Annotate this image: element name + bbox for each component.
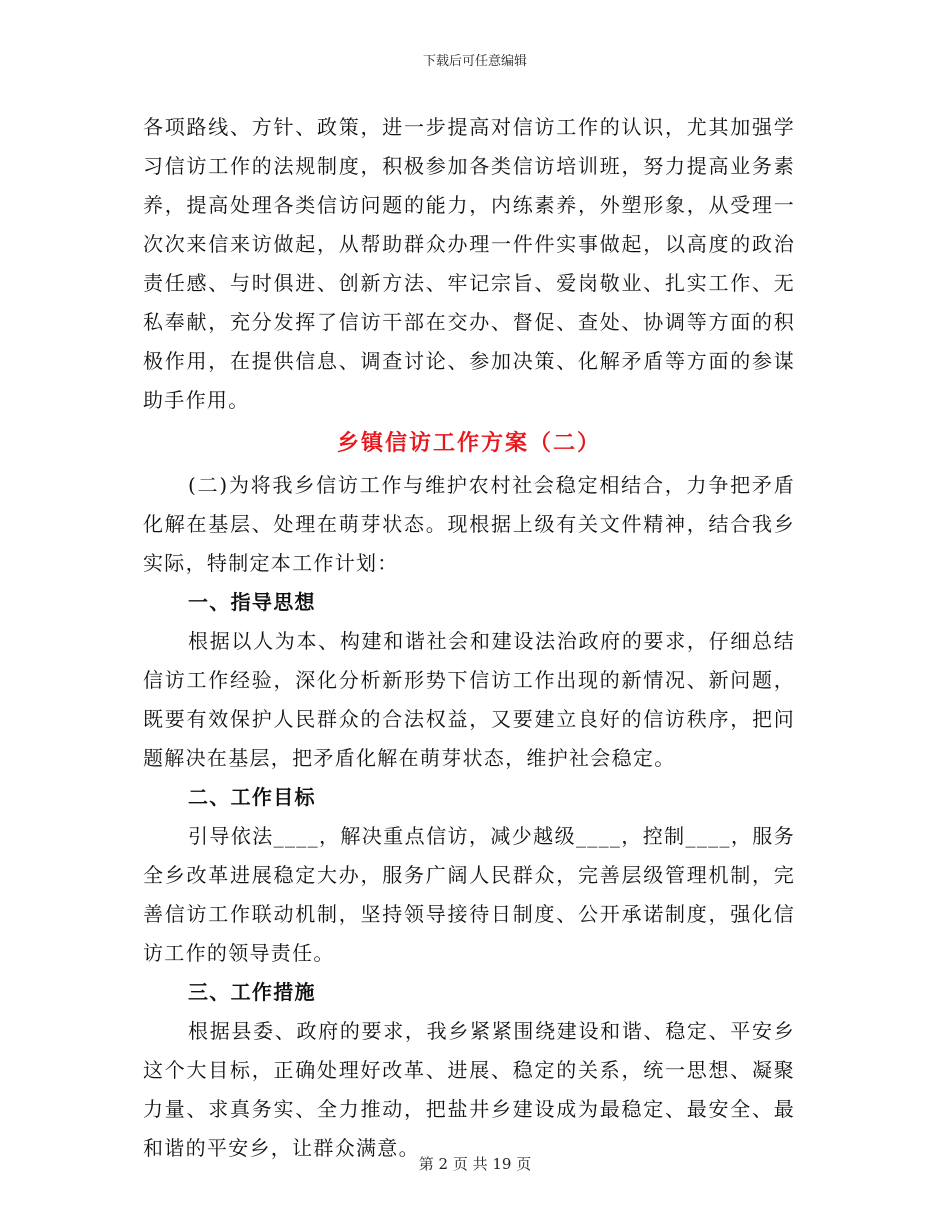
page-number-footer: 第 2 页 共 19 页: [418, 1155, 532, 1173]
section-text-work-measures: 根据县委、政府的要求，我乡紧紧围绕建设和谐、稳定、平安乡这个大目标，正确处理好改革、进展、稳定的关系，统一思想、凝聚力量、求真务实、全力推动，把盐井乡建设成为最稳定、最安全、最和谐的平安乡，让群众满意。: [143, 1019, 795, 1160]
section-heading-work-goals: 二、工作目标: [188, 785, 316, 809]
page-header-note: 下载后可任意编辑: [422, 54, 527, 69]
document-body: [143, 108, 795, 1168]
section-heading-guiding-ideology: 一、指导思想: [188, 590, 316, 614]
intro-paragraph: 各项路线、方针、政策，进一步提高对信访工作的认识，尤其加强学习信访工作的法规制度，积极参加各类信访培训班，努力提高业务素养，提高处理各类信访问题的能力，内练素养，外塑形象，从受理一次次来信来访做起，从帮助群众办理一件件实事做起，以高度的政治责任感、与时俱进、创新方法、牢记宗旨、爱岗敬业、扎实工作、无私奉献，充分发挥了信访干部在交办、督促、查处、协调等方面的积极作用，在提供信息、调查讨论、参加决策、化解矛盾等方面的参谋助手作用。: [143, 115, 795, 412]
document-title: 乡镇信访工作方案（二）: [336, 430, 601, 456]
opening-paragraph: (二)为将我乡信访工作与维护农村社会稳定相结合，力争把矛盾化解在基层、处理在萌芽状态。现根据上级有关文件精神，结合我乡实际，特制定本工作计划：: [143, 473, 795, 575]
section-heading-work-measures: 三、工作措施: [188, 980, 316, 1004]
section-text-guiding-ideology: 根据以人为本、构建和谐社会和建设法治政府的要求，仔细总结信访工作经验，深化分析新形势下信访工作出现的新情况、新问题，既要有效保护人民群众的合法权益，又要建立良好的信访秩序，把问题解决在基层，把矛盾化解在萌芽状态，维护社会稳定。: [143, 629, 795, 770]
section-text-work-goals: 引导依法____，解决重点信访，减少越级____，控制____，服务全乡改革进展稳定大办，服务广阔人民群众，完善层级管理机制，完善信访工作联动机制，坚持领导接待日制度、公开承诺制度，强化信访工作的领导责任。: [143, 824, 795, 965]
